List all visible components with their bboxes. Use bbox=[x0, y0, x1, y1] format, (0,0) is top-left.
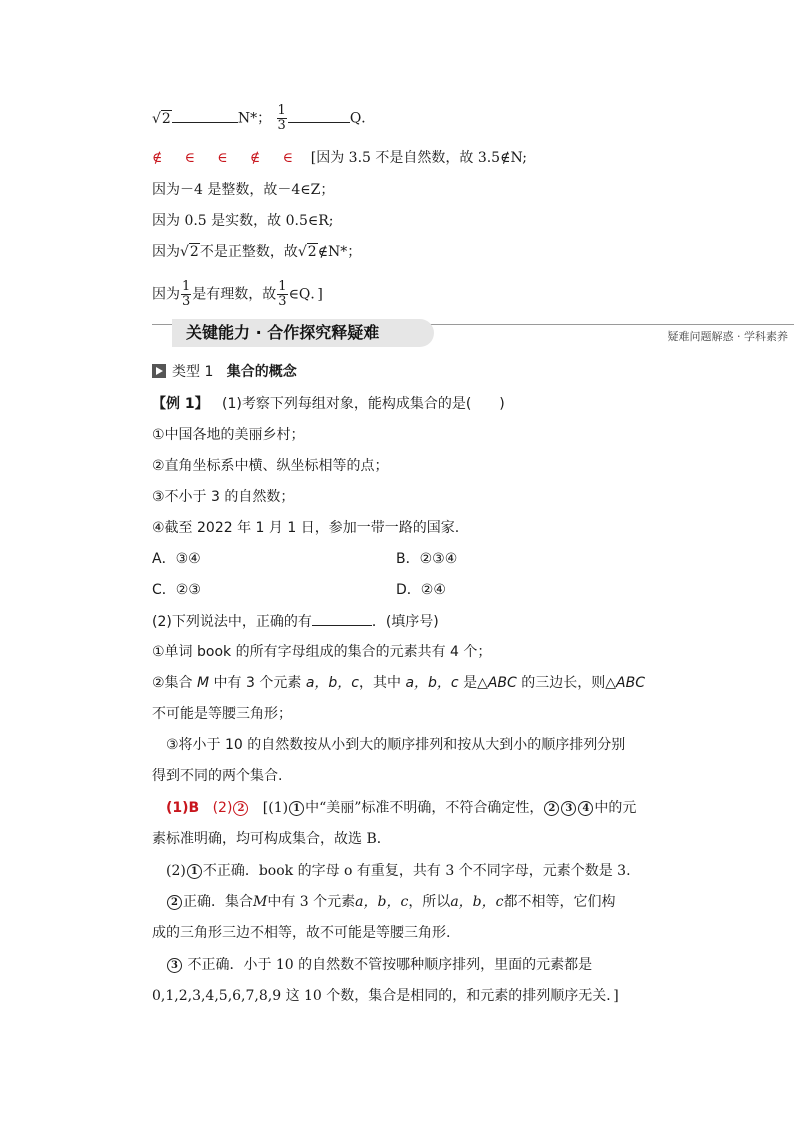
answer-blank bbox=[312, 611, 372, 626]
explanation-line: 因为－4 是整数，故－4∈Z； bbox=[152, 182, 335, 198]
answer-blank bbox=[288, 108, 350, 123]
top-question-line bbox=[152, 104, 375, 133]
circled-number: 3 bbox=[561, 801, 576, 816]
statement-3: ③将小于 10 的自然数按从小到大的顺序排列和按从大到小的顺序排列分别 bbox=[166, 737, 626, 753]
answer-2: (2) bbox=[212, 800, 233, 816]
circled-number: 4 bbox=[578, 801, 593, 816]
example-label: 【例 1】 bbox=[152, 396, 209, 412]
text: 因为 bbox=[152, 244, 180, 260]
circled-number: 2 bbox=[544, 801, 559, 816]
answer-symbol: ∈ bbox=[184, 150, 196, 166]
answer-symbol: ∉ bbox=[249, 150, 261, 166]
answer-line bbox=[152, 148, 527, 168]
answer-symbol: ∈ bbox=[282, 150, 293, 166]
list-item: ④截至 2022 年 1 月 1 日，参加一带一路的国家. bbox=[152, 520, 460, 536]
section-tag: 疑难问题解惑 · 学科素养 bbox=[667, 330, 788, 343]
separator: ； bbox=[257, 110, 272, 127]
option-a: A．③④ bbox=[152, 551, 201, 567]
text: 因为 bbox=[152, 286, 180, 303]
fraction-one-third: $\frac{1}{3}$ bbox=[278, 279, 287, 309]
text: 不是正整数，故 bbox=[199, 244, 298, 260]
solution-line-7: 0,1,2,3,4,5,6,7,8,9 这 10 个数，集合是相同的，和元素的排列顺序无关．] bbox=[152, 988, 619, 1004]
text: ．(填序号) bbox=[371, 614, 439, 630]
text: ∉N*； bbox=[317, 244, 362, 260]
option-b: B．②③④ bbox=[396, 551, 458, 567]
solution-line-3: (2) 1 不正确．book 的字母 o 有重复，共有 3 个不同字母，元素个数是 3. bbox=[166, 863, 631, 879]
solution-line-6: 3 不正确．小于 10 的自然数不管按哪种顺序排列，里面的元素都是 bbox=[166, 955, 592, 975]
circled-number: 1 bbox=[289, 801, 304, 816]
circled-number: 2 bbox=[167, 895, 182, 910]
answer-1: (1)B bbox=[166, 800, 200, 816]
question-2 bbox=[152, 611, 439, 632]
section-banner: 关键能力 · 合作探究释疑难 bbox=[172, 319, 434, 347]
fraction-one-third: $\frac{1}{3}$ bbox=[182, 279, 191, 309]
answer-symbol: ∉ bbox=[152, 150, 163, 166]
sqrt-expression: √2 bbox=[180, 244, 199, 260]
type-label: 类型 1 bbox=[172, 364, 214, 380]
answer-symbol: ∈ bbox=[217, 150, 228, 166]
statement-1: ①单词 book 的所有字母组成的集合的元素共有 4 个； bbox=[152, 644, 492, 660]
set-q: Q． bbox=[349, 110, 376, 127]
text: (2)下列说法中，正确的有 bbox=[152, 614, 312, 630]
example-question bbox=[152, 394, 505, 414]
sqrt-expression: √2 bbox=[297, 244, 317, 260]
option-d: D．②④ bbox=[396, 582, 446, 598]
option-c: C．②③ bbox=[152, 582, 201, 598]
explanation-text: [因为 3.5 不是自然数，故 3.5∉N; bbox=[310, 150, 527, 166]
sqrt-expression: √2 bbox=[152, 110, 171, 127]
type-heading bbox=[152, 362, 297, 382]
explanation-line bbox=[152, 280, 323, 309]
list-item: ①中国各地的美丽乡村； bbox=[152, 427, 305, 443]
question-text: (1)考察下列每组对象，能构成集合的是( ) bbox=[221, 396, 505, 412]
set-n-star: N* bbox=[237, 110, 258, 127]
explanation-line: 因为 0.5 是实数，故 0.5∈R; bbox=[152, 213, 334, 229]
circled-number: 2 bbox=[233, 801, 248, 816]
solution-line-4: 2 正确．集合M中有 3 个元素a，b，c，所以a，b，c都不相等，它们构 bbox=[166, 892, 615, 912]
circled-number: 3 bbox=[167, 958, 182, 973]
statement-2: ②集合 M 中有 3 个元素 a，b，c，其中 a，b，c 是△ABC 的三边长，则△ABC bbox=[152, 675, 645, 691]
solution-line-1: (1)B (2) 2 [(1) 1 中“美丽”标准不明确，不符合确定性， 2 3 4 中的元 bbox=[166, 800, 637, 816]
statement-3-cont: 得到不同的两个集合. bbox=[152, 768, 283, 784]
list-item: ③不小于 3 的自然数； bbox=[152, 489, 295, 505]
explanation-line bbox=[152, 242, 361, 262]
solution-line-5: 成的三角形三边不相等，故不可能是等腰三角形. bbox=[152, 925, 451, 941]
solution-line-2: 素标准明确，均可构成集合，故选 B． bbox=[152, 831, 391, 847]
list-item: ②直角坐标系中横、纵坐标相等的点； bbox=[152, 458, 389, 474]
type-title: 集合的概念 bbox=[226, 364, 297, 380]
fraction-one-third: $\frac{1}{3}$ bbox=[277, 103, 286, 133]
circled-number: 1 bbox=[187, 864, 202, 879]
text: ∈Q．] bbox=[288, 286, 323, 303]
statement-2-cont: 不可能是等腰三角形； bbox=[152, 706, 292, 722]
text: 是有理数，故 bbox=[192, 286, 277, 303]
answer-blank bbox=[172, 108, 238, 123]
play-triangle-icon bbox=[152, 364, 166, 378]
